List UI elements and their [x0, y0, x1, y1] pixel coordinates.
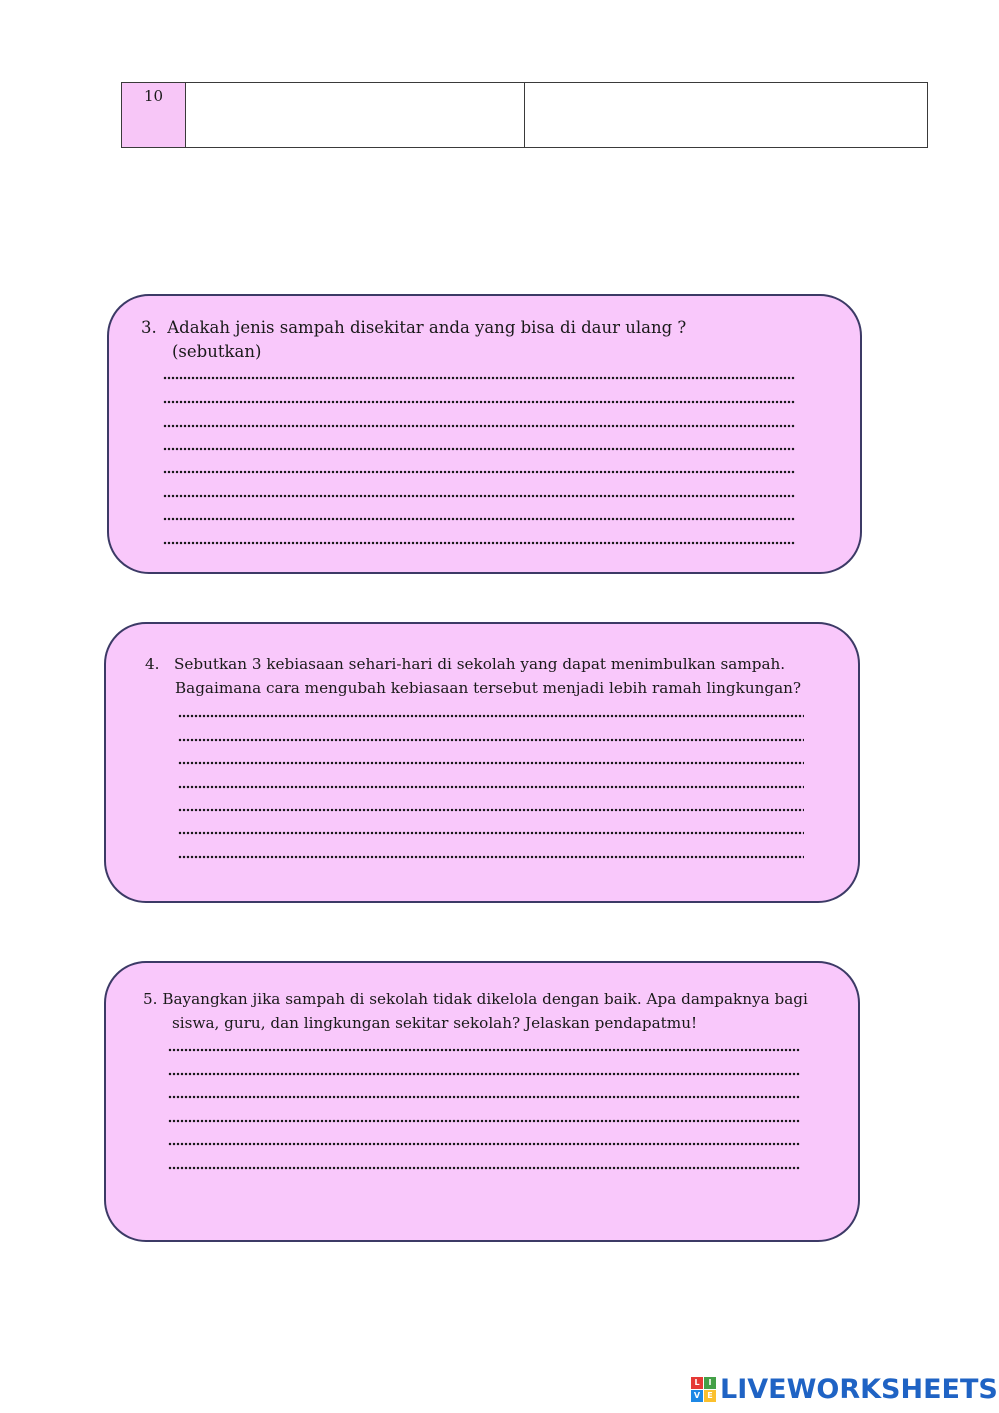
answer-line[interactable] [178, 761, 804, 765]
answer-line[interactable] [163, 470, 795, 474]
question-5-line-2: siswa, guru, dan lingkungan sekitar sekolah? Jelaskan pendapatmu! [172, 1014, 698, 1032]
answer-line[interactable] [163, 400, 795, 404]
question-5-line-1: 5. Bayangkan jika sampah di sekolah tidak dikelola dengan baik. Apa dampaknya bagi [143, 990, 808, 1008]
answer-line[interactable] [163, 494, 795, 498]
logo-text: LIVEWORKSHEETS [720, 1373, 998, 1405]
answer-line[interactable] [163, 447, 795, 451]
question-4-line-1: 4. Sebutkan 3 kebiasaan sehari-hari di sekolah yang dapat menimbulkan sampah. [145, 655, 786, 673]
answer-line[interactable] [168, 1048, 800, 1052]
question-3-line-1: 3. Adakah jenis sampah disekitar anda yang bisa di daur ulang ? [141, 318, 687, 337]
answer-line[interactable] [168, 1166, 800, 1170]
answer-line[interactable] [163, 424, 795, 428]
answer-table-row [121, 82, 928, 148]
answer-line[interactable] [168, 1142, 800, 1146]
answer-line[interactable] [163, 376, 795, 380]
question-4-line-2: Bagaimana cara mengubah kebiasaan tersebut menjadi lebih ramah lingkungan? [175, 679, 802, 697]
row-number-cell: 10 [122, 83, 186, 147]
answer-line[interactable] [178, 831, 804, 835]
answer-line[interactable] [178, 714, 804, 718]
logo-letter: L [691, 1377, 703, 1389]
logo-letter: V [691, 1390, 703, 1402]
logo-mark-icon [691, 1377, 716, 1402]
answer-line[interactable] [168, 1095, 800, 1099]
question-3-line-2: (sebutkan) [172, 342, 262, 361]
answer-line[interactable] [163, 517, 795, 521]
answer-line[interactable] [163, 541, 795, 545]
answer-line[interactable] [178, 808, 804, 812]
answer-line[interactable] [178, 785, 804, 789]
liveworksheets-logo [691, 1374, 998, 1404]
answer-line[interactable] [168, 1072, 800, 1076]
answer-cell-2[interactable] [525, 83, 927, 147]
answer-line[interactable] [178, 738, 804, 742]
answer-line[interactable] [168, 1119, 800, 1123]
logo-letter: E [704, 1390, 716, 1402]
logo-letter: I [704, 1377, 716, 1389]
answer-cell-1[interactable] [186, 83, 525, 147]
answer-line[interactable] [178, 855, 804, 859]
